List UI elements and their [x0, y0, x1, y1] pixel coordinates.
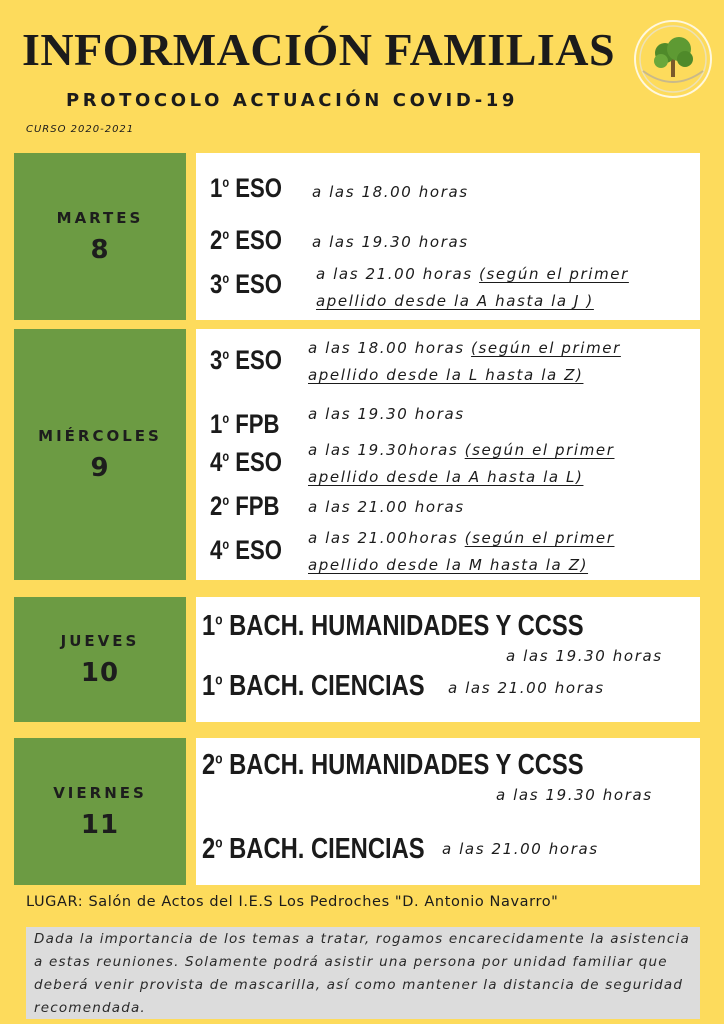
day-name: MIÉRCOLES: [38, 426, 162, 445]
group-label: 2$^o$ FPB: [210, 491, 280, 521]
schedule-panel: [196, 329, 700, 580]
session-note: apellido desde la M hasta la Z): [308, 556, 589, 574]
schedule-panel: [196, 738, 700, 885]
page-subtitle: PROTOCOLO ACTUACIÓN COVID-19: [66, 90, 519, 111]
location-text: LUGAR: Salón de Actos del I.E.S Los Pedroches "D. Antonio Navarro": [26, 894, 559, 910]
session-time: a las 21.00 horas: [442, 840, 599, 858]
session-time: a las 18.00 horas: [312, 183, 469, 201]
day-name: JUEVES: [60, 631, 140, 650]
tree-logo-icon: [633, 19, 713, 99]
day-name: VIERNES: [53, 783, 147, 802]
day-number: 8: [90, 234, 110, 265]
day-band-miercoles: [14, 329, 700, 580]
day-box: [14, 329, 186, 580]
schedule-panel: [196, 597, 700, 722]
session-time: a las 19.30 horas: [312, 233, 469, 251]
page-title: INFORMACIÓN FAMILIAS: [22, 24, 616, 75]
attendance-note-box: [26, 927, 700, 1019]
group-label: 1$^o$ BACH. CIENCIAS: [202, 670, 425, 702]
session-time: a las 19.30 horas: [496, 786, 653, 804]
group-label: 2$^o$ ESO: [210, 225, 283, 255]
session-time: a las 18.00 horas (según el primer: [308, 339, 621, 357]
school-year: CURSO 2020-2021: [26, 124, 135, 135]
session-time: a las 19.30horas (según el primer: [308, 441, 615, 459]
day-box: [14, 738, 186, 885]
session-time: a las 21.00horas (según el primer: [308, 529, 615, 547]
day-band-jueves: [14, 597, 700, 722]
group-label: 1$^o$ ESO: [210, 173, 283, 203]
session-note: apellido desde la A hasta la L): [308, 468, 584, 486]
session-time: a las 19.30 horas: [506, 647, 663, 665]
group-label: 2$^o$ BACH. HUMANIDADES Y CCSS: [202, 749, 584, 781]
session-time: a las 21.00 horas: [308, 498, 465, 516]
schedule-panel: [196, 153, 700, 320]
session-time: a las 21.00 horas: [448, 679, 605, 697]
session-time: a las 21.00 horas (según el primer: [316, 265, 629, 283]
group-label: 4$^o$ ESO: [210, 535, 283, 565]
group-label: 4$^o$ ESO: [210, 447, 283, 477]
day-band-martes: [14, 153, 700, 320]
group-label: 1$^o$ FPB: [210, 409, 280, 439]
day-number: 10: [80, 657, 120, 688]
day-number: 9: [90, 452, 110, 483]
day-box: [14, 597, 186, 722]
session-note: apellido desde la L hasta la Z): [308, 366, 584, 384]
group-label: 1$^o$ BACH. HUMANIDADES Y CCSS: [202, 610, 584, 642]
day-name: MARTES: [56, 208, 144, 227]
group-label: 2$^o$ BACH. CIENCIAS: [202, 833, 425, 865]
group-label: 3$^o$ ESO: [210, 345, 283, 375]
day-number: 11: [80, 809, 120, 840]
attendance-note-text: Dada la importancia de los temas a tratar, rogamos encarecidamente la asistencia a estas reuniones. Solamente podrá asistir una persona por unidad familiar que deberá venir provista de mascarilla, así como mantener la distancia de seguridad recomendada.: [34, 931, 690, 1016]
session-time: a las 19.30 horas: [308, 405, 465, 423]
day-box: [14, 153, 186, 320]
group-label: 3$^o$ ESO: [210, 269, 283, 299]
day-band-viernes: [14, 738, 700, 885]
session-note: apellido desde la A hasta la J ): [316, 292, 594, 310]
